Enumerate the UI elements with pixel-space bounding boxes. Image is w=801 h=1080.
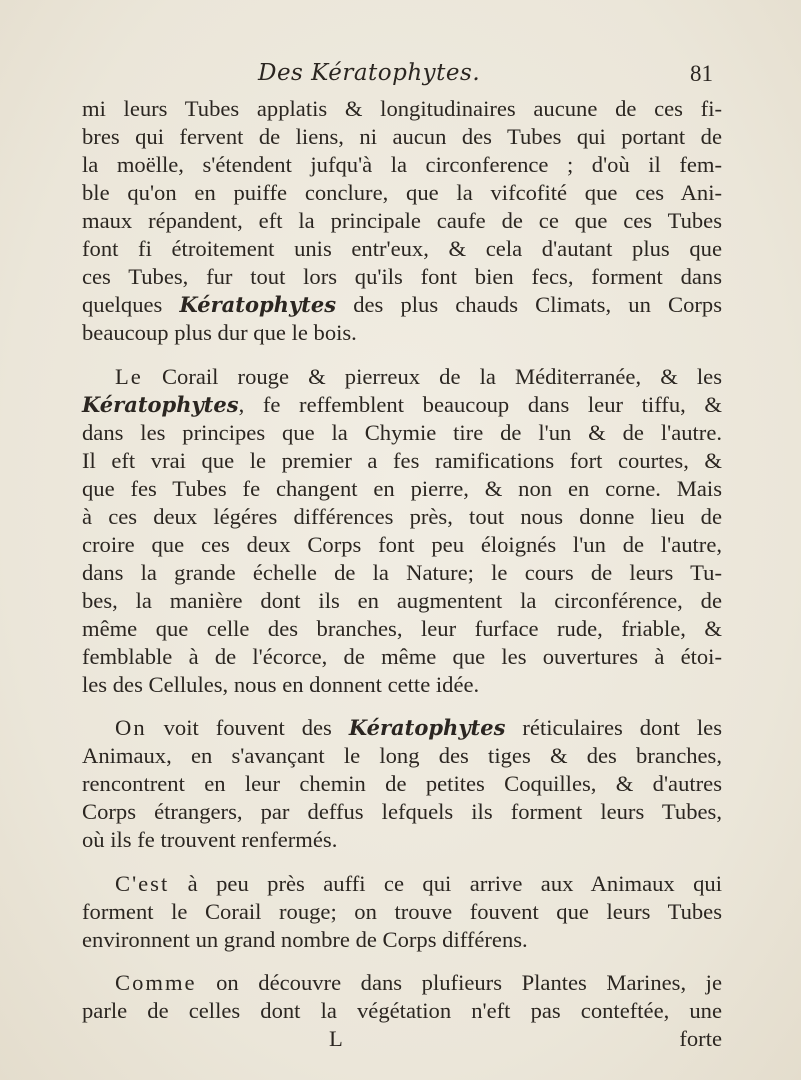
page-number: 81 xyxy=(690,61,713,86)
text-line: beaucoup plus dur que le bois. xyxy=(82,320,357,345)
paragraph-gap xyxy=(82,347,722,363)
text-line: dans la grande échelle de la Nature; le cours de leurs Tu- xyxy=(82,559,722,585)
text-line: ble qu'on en puiffe conclure, que la vifcofité que ces Ani- xyxy=(82,180,722,205)
paragraph-4 xyxy=(82,870,722,954)
text-line: maux répandent, eft la principale caufe de ce que ces Tubes xyxy=(82,208,722,233)
text-line: Corps étrangers, par deffus lefquels ils forment leurs Tubes, xyxy=(82,799,722,824)
text-line: Il eft vrai que le premier a fes ramifications fort courtes, & xyxy=(82,447,722,473)
text-line: dans les principes que la Chymie tire de l'un & de l'autre. xyxy=(82,419,722,445)
text-line: quelques Kératophytes des plus chauds Climats, un Corps xyxy=(82,292,722,317)
page-header xyxy=(0,60,801,96)
text-line: où ils fe trouvent renfermés. xyxy=(82,827,338,852)
signature-mark: L xyxy=(329,1026,343,1051)
catchword: forte xyxy=(679,1026,722,1051)
text-line: On voit fouvent des Kératophytes réticulaires dont les xyxy=(115,715,722,740)
text-line: les des Cellules, nous en donnent cette idée. xyxy=(82,671,480,697)
text-line: Comme on découvre dans plufieurs Plantes Marines, je xyxy=(115,970,722,995)
text-line: Animaux, en s'avançant le long des tiges & des branches, xyxy=(82,743,722,768)
text-line: la moëlle, s'étendent jufqu'à la circonference ; d'où il fem- xyxy=(82,152,722,177)
text-line: Le Corail rouge & pierreux de la Méditerranée, & les xyxy=(115,363,722,389)
paragraph-gap xyxy=(82,954,722,970)
paragraph-gap xyxy=(82,854,722,870)
text-line: mi leurs Tubes applatis & longitudinaires aucune de ces fi- xyxy=(82,96,722,121)
paragraph-3 xyxy=(82,714,722,854)
text-line: femblable à de l'écorce, de même que les ouvertures à étoi- xyxy=(82,643,722,669)
text-line: font fi étroitement unis entr'eux, & cela d'autant plus que xyxy=(82,236,722,261)
text-line: à ces deux légéres différences près, tout nous donne lieu de xyxy=(82,503,722,529)
body-text xyxy=(82,95,722,1053)
text-line: que fes Tubes fe changent en pierre, & non en corne. Mais xyxy=(82,475,722,501)
text-line: environnent un grand nombre de Corps différens. xyxy=(82,926,528,952)
text-line: forment le Corail rouge; on trouve fouvent que leurs Tubes xyxy=(82,898,722,924)
running-title: Des Kératophytes. xyxy=(258,60,481,86)
paragraph-1 xyxy=(82,95,722,347)
text-line: même que celle des branches, leur furface rude, friable, & xyxy=(82,615,722,641)
text-line: croire que ces deux Corps font peu éloignés l'un de l'autre, xyxy=(82,531,722,557)
paragraph-5 xyxy=(82,969,722,1025)
text-line: bes, la manière dont ils en augmentent la circonférence, de xyxy=(82,587,722,613)
text-line: parle de celles dont la végétation n'eft pas conteftée, une xyxy=(82,998,722,1023)
paragraph-gap xyxy=(82,699,722,715)
page-footer xyxy=(82,1025,722,1053)
text-line: Kératophytes, fe reffemblent beaucoup dans leur tiffu, & xyxy=(82,391,722,417)
text-line: C'est à peu près auffi ce qui arrive aux Animaux qui xyxy=(115,870,722,896)
text-line: rencontrent en leur chemin de petites Coquilles, & d'autres xyxy=(82,771,722,796)
text-line: bres qui fervent de liens, ni aucun des Tubes qui portant de xyxy=(82,124,722,149)
text-line: ces Tubes, fur tout lors qu'ils font bien fecs, forment dans xyxy=(82,264,722,289)
paragraph-2 xyxy=(82,363,722,699)
